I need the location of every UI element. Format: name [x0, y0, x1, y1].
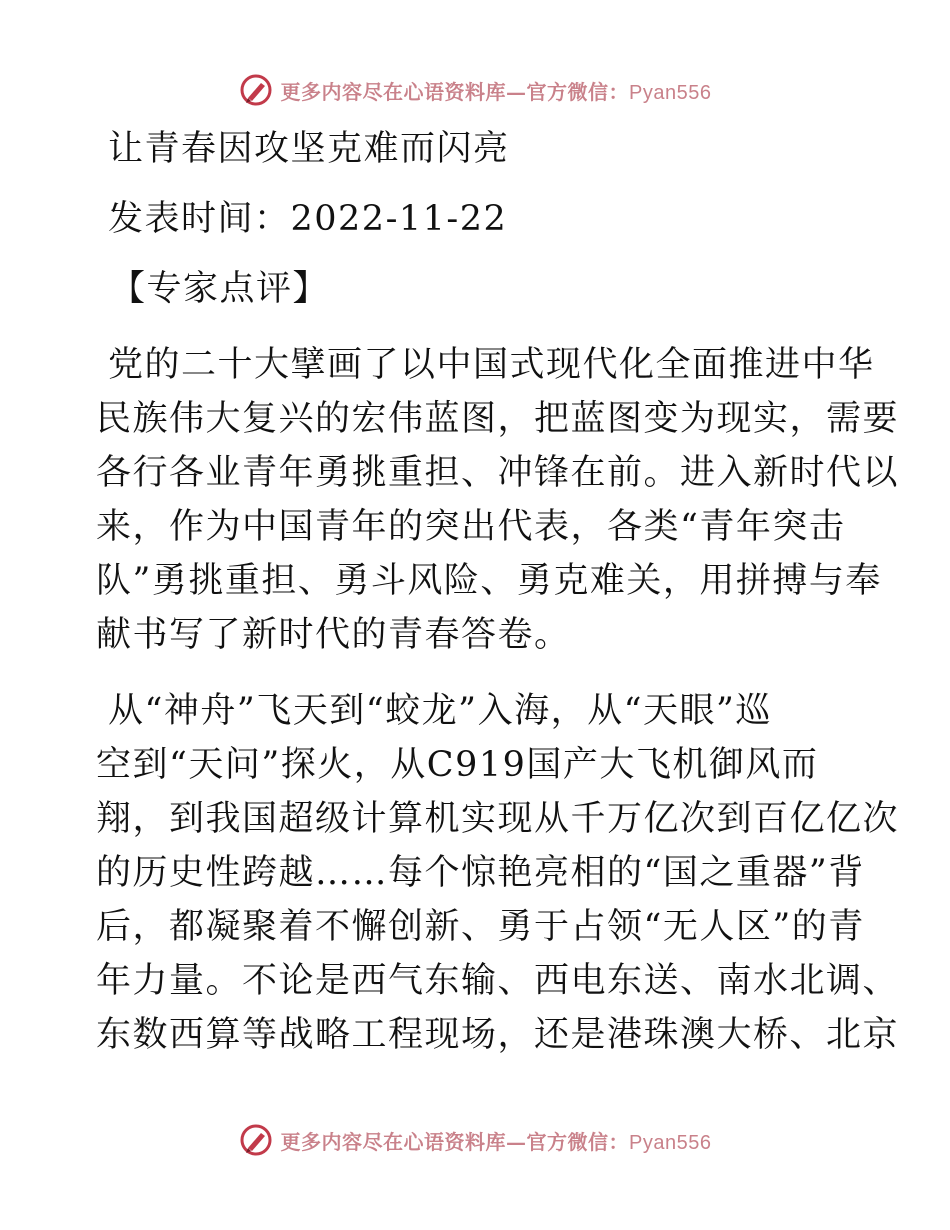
paragraph-line: 的历史性跨越……每个惊艳亮相的“国之重器”背 — [96, 853, 865, 893]
paragraph-line: 从“神舟”飞天到“蛟龙”入海，从“天眼”巡 — [108, 691, 772, 731]
document-body — [96, 122, 900, 1062]
watermark-header — [0, 70, 950, 110]
article-title: 让青春因攻坚克难而闪亮 — [108, 129, 510, 169]
paragraph-line: 各行各业青年勇挑重担、冲锋在前。进入新时代以 — [96, 453, 900, 493]
paragraph-line: 翔，到我国超级计算机实现从千万亿次到百亿亿次 — [96, 799, 900, 839]
paragraph-line: 年力量。不论是西气东输、西电东送、南水北调、 — [96, 961, 900, 1001]
section-heading: 【专家点评】 — [110, 269, 330, 309]
paragraph-line: 献书写了新时代的青春答卷。 — [96, 615, 571, 655]
pen-logo-icon — [239, 1123, 273, 1157]
paragraph-1 — [96, 338, 900, 662]
paragraph-2 — [96, 684, 900, 1062]
paragraph-line: 东数西算等战略工程现场，还是港珠澳大桥、北京 — [96, 1015, 900, 1055]
pen-logo-icon — [239, 73, 273, 107]
paragraph-line: 党的二十大擘画了以中国式现代化全面推进中华 — [108, 345, 875, 385]
paragraph-line: 队”勇挑重担、勇斗风险、勇克难关，用拼搏与奉 — [96, 561, 882, 601]
paragraph-line: 民族伟大复兴的宏伟蓝图，把蓝图变为现实，需要 — [96, 399, 900, 439]
paragraph-line: 来，作为中国青年的突出代表，各类“青年突击 — [96, 507, 846, 547]
paragraph-line: 后，都凝聚着不懈创新、勇于占领“无人区”的青 — [96, 907, 865, 947]
watermark-text: 更多内容尽在心语资料库—官方微信：Pyan556 — [280, 79, 712, 104]
paragraph-line: 空到“天问”探火，从C919国产大飞机御风而 — [96, 745, 819, 785]
watermark-footer — [0, 1120, 950, 1160]
watermark-text: 更多内容尽在心语资料库—官方微信：Pyan556 — [280, 1129, 712, 1154]
publish-date: 发表时间：2022-11-22 — [108, 199, 508, 239]
